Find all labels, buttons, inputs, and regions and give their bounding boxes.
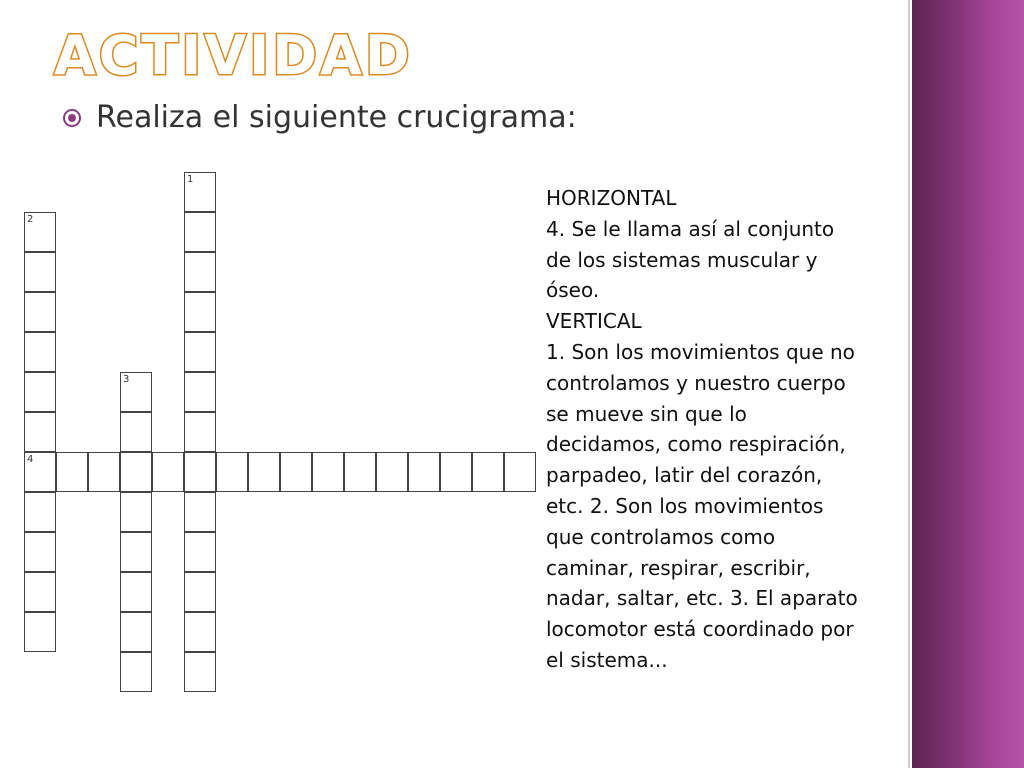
crossword-cell bbox=[184, 452, 216, 492]
crossword-cell bbox=[24, 332, 56, 372]
clue-line: HORIZONTAL bbox=[546, 186, 677, 210]
clue-line: 1. Son los movimientos que no bbox=[546, 339, 855, 364]
crossword-cell bbox=[184, 652, 216, 692]
clue-line: se mueve sin que lo bbox=[546, 401, 747, 426]
crossword-cell bbox=[120, 572, 152, 612]
crossword-cell bbox=[472, 452, 504, 492]
clue-line: decidamos, como respiración, bbox=[546, 432, 846, 457]
clue-line: locomotor está coordinado por bbox=[546, 617, 854, 642]
crossword-cell bbox=[248, 452, 280, 492]
clue-number: 2 bbox=[27, 214, 34, 225]
circle-dot-bullet-icon bbox=[62, 108, 82, 128]
crossword-cell bbox=[120, 412, 152, 452]
crossword-cell bbox=[408, 452, 440, 492]
clue-line: parpadeo, latir del corazón, bbox=[546, 463, 823, 488]
crossword-cell bbox=[184, 172, 216, 212]
bullet-item bbox=[62, 98, 577, 138]
crossword-cell bbox=[152, 452, 184, 492]
clue-number: 3 bbox=[123, 374, 130, 385]
crossword-cell bbox=[24, 372, 56, 412]
clue-number: 4 bbox=[27, 454, 34, 465]
crossword-cell bbox=[120, 372, 152, 412]
crossword-cell bbox=[24, 492, 56, 532]
crossword-cell bbox=[24, 572, 56, 612]
crossword-cell bbox=[88, 452, 120, 492]
clue-line: controlamos y nuestro cuerpo bbox=[546, 370, 846, 395]
crossword-cell bbox=[184, 212, 216, 252]
crossword-cell bbox=[24, 612, 56, 652]
crossword-cell bbox=[184, 572, 216, 612]
crossword-cell bbox=[440, 452, 472, 492]
side-divider-line bbox=[908, 0, 910, 768]
slide-title: ACTIVIDAD bbox=[54, 24, 413, 87]
crossword-cell bbox=[184, 252, 216, 292]
crossword-cell bbox=[24, 212, 56, 252]
crossword-cell bbox=[344, 452, 376, 492]
crossword-cell bbox=[184, 372, 216, 412]
crossword-cell bbox=[184, 492, 216, 532]
crossword-cell bbox=[24, 292, 56, 332]
crossword-cell bbox=[120, 452, 152, 492]
crossword-cell bbox=[184, 612, 216, 652]
crossword-cell bbox=[184, 292, 216, 332]
crossword-cell bbox=[56, 452, 88, 492]
instruction-text: Realiza el siguiente crucigrama: bbox=[96, 100, 577, 135]
clue-line: VERTICAL bbox=[546, 309, 642, 334]
crossword-cell bbox=[120, 492, 152, 532]
clue-line: 4. Se le llama así al conjunto bbox=[546, 216, 835, 241]
crossword-cell bbox=[24, 532, 56, 572]
clue-line: óseo. bbox=[546, 278, 600, 303]
clue-line: etc. 2. Son los movimientos bbox=[546, 493, 824, 518]
clues-panel bbox=[546, 183, 908, 676]
crossword-cell bbox=[184, 532, 216, 572]
crossword-cell bbox=[24, 452, 56, 492]
clue-line: nadar, saltar, etc. 3. El aparato bbox=[546, 586, 858, 611]
crossword-cell bbox=[504, 452, 536, 492]
crossword-cell bbox=[24, 252, 56, 292]
crossword-cell bbox=[120, 652, 152, 692]
crossword-cell bbox=[376, 452, 408, 492]
crossword-cell bbox=[184, 332, 216, 372]
crossword-cell bbox=[24, 412, 56, 452]
clue-line: el sistema... bbox=[546, 647, 668, 672]
crossword-cell bbox=[312, 452, 344, 492]
crossword-cell bbox=[184, 412, 216, 452]
crossword-cell bbox=[216, 452, 248, 492]
side-decorative-band bbox=[912, 0, 1024, 768]
clue-number: 1 bbox=[187, 174, 194, 185]
crossword-cell bbox=[120, 532, 152, 572]
crossword-cell bbox=[280, 452, 312, 492]
clue-line: caminar, respirar, escribir, bbox=[546, 555, 811, 580]
crossword-cell bbox=[120, 612, 152, 652]
clue-line: de los sistemas muscular y bbox=[546, 247, 818, 272]
clue-line: que controlamos como bbox=[546, 524, 776, 549]
